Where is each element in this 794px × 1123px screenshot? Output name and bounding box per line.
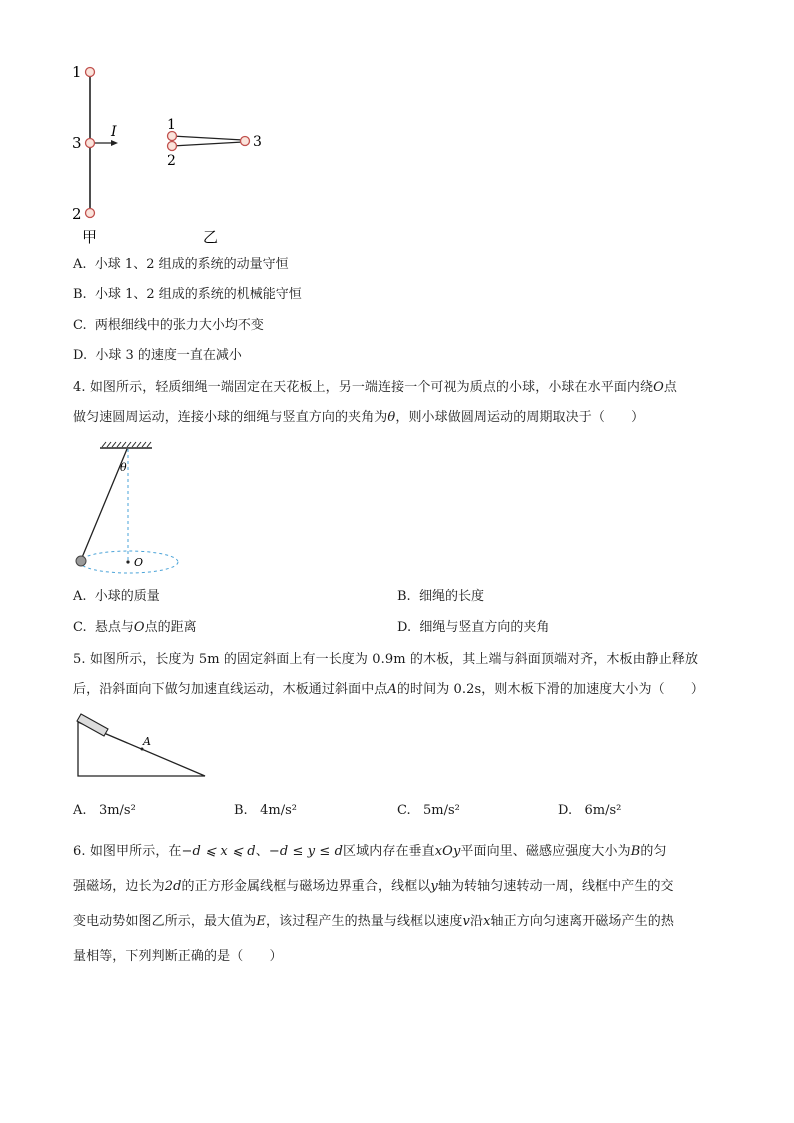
q6-text: 沿 <box>469 914 484 929</box>
q4-option-c <box>73 620 197 636</box>
q4-o-symbol: O <box>133 620 145 635</box>
yi-string-upper <box>172 136 243 140</box>
option-text: 小球 1、2 组成的系统的动量守恒 <box>94 257 289 272</box>
q5-text: 后，沿斜面向下做匀加速直线运动，木板通过斜面中点 <box>73 682 388 697</box>
q5-stem-line-1 <box>73 645 725 675</box>
q4-option-d <box>397 620 549 636</box>
option-text: 点的距离 <box>144 620 197 635</box>
option-text: 细绳与竖直方向的夹角 <box>419 620 550 635</box>
q6-text: 、 <box>255 844 269 859</box>
q5-stem <box>73 645 725 705</box>
pendulum-ball <box>76 556 86 566</box>
q4-text: 做匀速圆周运动，连接小球的细绳与竖直方向的夹角为 <box>73 410 388 425</box>
option-text: 细绳的长度 <box>418 589 484 604</box>
q5-a-symbol: A <box>387 682 397 697</box>
theta-label: θ <box>120 461 127 474</box>
option-text: 5m/s² <box>423 803 460 818</box>
q6-text: 区域内存在垂直 <box>343 844 435 859</box>
q6-math: −d ⩽ x ⩽ d <box>181 844 256 859</box>
option-text: 两根细线中的张力大小均不变 <box>94 318 264 333</box>
q4-option-a <box>73 589 160 605</box>
q6-text: 轴为转轴匀速转动一周，线框中产生的交 <box>437 879 674 894</box>
jia-ball-3 <box>86 139 95 148</box>
q6-math: x <box>483 914 491 929</box>
q3-option-d <box>73 348 242 364</box>
a-label: A <box>143 735 151 748</box>
q5-option-d <box>558 803 621 819</box>
option-text: 4m/s² <box>260 803 297 818</box>
option-letter: C. <box>73 318 87 333</box>
option-letter: C. <box>397 803 411 818</box>
q6-stem-line-2 <box>73 869 725 904</box>
option-letter: A. <box>73 257 87 272</box>
center-point-o <box>126 560 129 563</box>
q6-stem-line-1 <box>73 834 725 869</box>
yi-ball-2 <box>168 142 177 151</box>
q6-text: 强磁场，边长为 <box>73 879 165 894</box>
q6-math: xOy <box>434 844 461 859</box>
jia-caption: 甲 <box>82 228 98 246</box>
q4-text: ，则小球做圆周运动的周期取决于（ ） <box>395 410 645 425</box>
jia-arrowhead <box>111 140 118 146</box>
q6-math: B <box>630 844 641 859</box>
option-text: 3m/s² <box>98 803 136 818</box>
yi-label-3: 3 <box>253 134 262 150</box>
q5-text: 的时间为 0.2s，则木板下滑的加速度大小为（ ） <box>396 682 704 697</box>
option-letter: A. <box>73 803 87 818</box>
option-letter: B. <box>73 287 87 302</box>
q6-text: 变电动势如图乙所示，最大值为 <box>73 914 257 929</box>
option-letter: B. <box>397 589 411 604</box>
q6-text: 的匀 <box>640 844 667 859</box>
q5-text: 5. 如图所示，长度为 5m 的固定斜面上有一长度为 0.9m 的木板，其上端与斜面顶端对齐，木板由静止释放 <box>73 652 699 667</box>
option-letter: A. <box>73 589 87 604</box>
yi-caption: 乙 <box>203 228 219 246</box>
q4-figure-conical-pendulum <box>72 441 187 579</box>
q3-option-a <box>73 257 289 273</box>
q6-math: E <box>256 914 266 929</box>
q5-stem-line-2 <box>73 675 725 705</box>
yi-label-1: 1 <box>167 117 176 133</box>
q6-stem <box>73 834 725 974</box>
q6-math: y <box>430 879 438 894</box>
yi-ball-3 <box>241 137 250 146</box>
jia-label-2: 2 <box>72 205 82 223</box>
ceiling-hatch <box>102 442 151 447</box>
option-letter: D. <box>397 620 412 635</box>
q6-math: −d ≤ y ≤ d <box>268 844 344 859</box>
q4-text: 4. 如图所示，轻质细绳一端固定在天花板上，另一端连接一个可视为质点的小球，小球在水平面内绕 <box>73 380 654 395</box>
jia-ball-2 <box>86 209 95 218</box>
q6-text: 轴正方向匀速离开磁场产生的热 <box>490 914 674 929</box>
q5-option-a <box>73 803 136 819</box>
q4-text: 点 <box>663 380 678 395</box>
q4-option-b <box>397 589 484 605</box>
q5-option-c <box>397 803 460 819</box>
jia-ball-1 <box>86 68 95 77</box>
q6-math: 2d <box>164 879 182 894</box>
yi-label-2: 2 <box>167 153 176 169</box>
q6-text: 6. 如图甲所示，在 <box>73 844 182 859</box>
jia-label-1: 1 <box>72 63 82 81</box>
q3-option-b <box>73 287 302 303</box>
q5-option-b <box>234 803 297 819</box>
option-letter: D. <box>558 803 573 818</box>
q4-stem <box>73 373 725 433</box>
jia-label-3: 3 <box>72 134 82 152</box>
o-label: O <box>134 556 144 569</box>
q6-text: 的正方形金属线框与磁场边界重合，线框以 <box>181 879 431 894</box>
q6-text: 量相等，下列判断正确的是（ ） <box>73 949 283 964</box>
q3-option-c <box>73 318 264 334</box>
q4-o-symbol: O <box>653 380 664 395</box>
option-text: 悬点与 <box>94 620 134 635</box>
option-text: 小球 3 的速度一直在减小 <box>95 348 242 363</box>
option-text: 6m/s² <box>584 803 622 818</box>
option-letter: D. <box>73 348 88 363</box>
q4-theta-symbol: θ <box>387 410 396 425</box>
q6-math: v <box>462 914 470 929</box>
option-letter: B. <box>234 803 248 818</box>
jia-current-label: I <box>111 124 117 140</box>
q6-stem-line-4 <box>73 939 725 974</box>
option-letter: C. <box>73 620 87 635</box>
q6-stem-line-3 <box>73 904 725 939</box>
option-text: 小球的质量 <box>94 589 160 604</box>
yi-string-lower <box>172 142 243 146</box>
q5-figure-incline <box>72 710 212 782</box>
q6-text: 平面向里、磁感应强度大小为 <box>460 844 631 859</box>
q4-stem-line-2 <box>73 403 725 433</box>
q6-text: ，该过程产生的热量与线框以速度 <box>266 914 463 929</box>
figure-jia-yi <box>60 58 280 248</box>
q4-stem-line-1 <box>73 373 725 403</box>
option-text: 小球 1、2 组成的系统的机械能守恒 <box>94 287 302 302</box>
